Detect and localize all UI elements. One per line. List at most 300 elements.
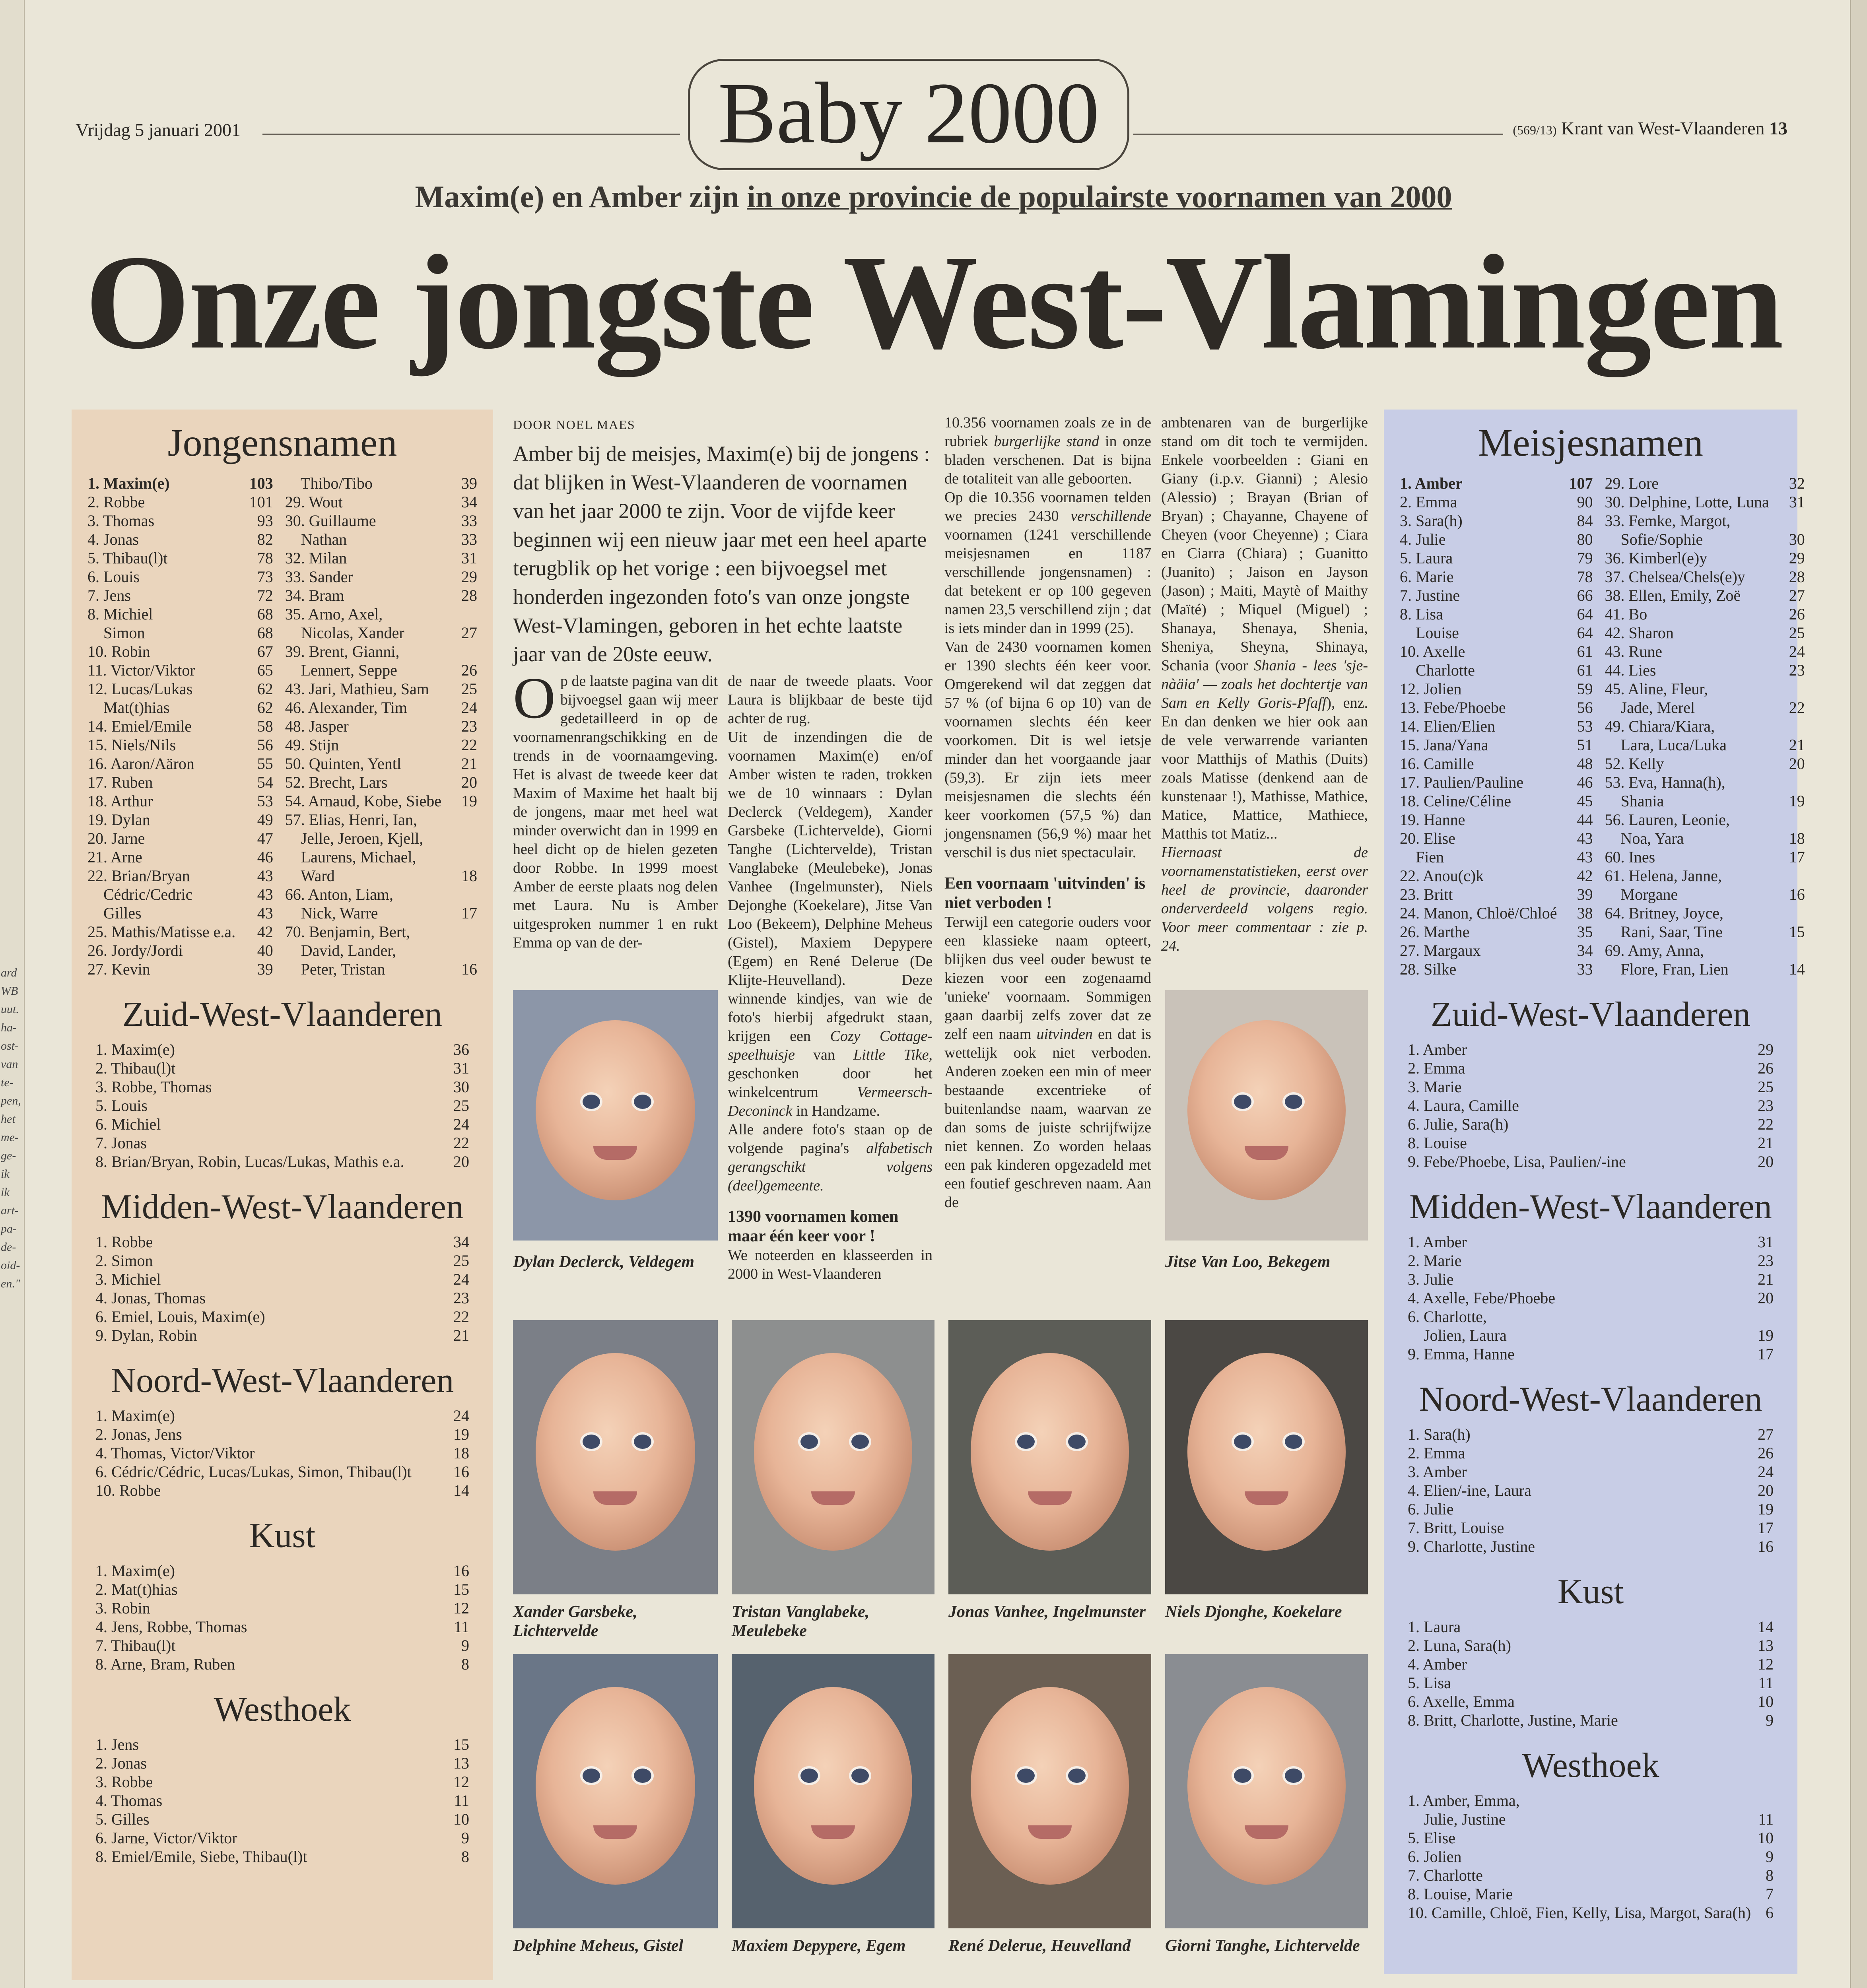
name-label: 36. Kimberl(e)y <box>1605 549 1708 567</box>
col2-p3 <box>728 1120 933 1195</box>
name-count: 48 <box>1577 755 1593 773</box>
name-count: 93 <box>257 512 273 530</box>
name-label: 4. Julie <box>1400 530 1446 548</box>
name-count: 40 <box>257 942 273 959</box>
name-label: 2. Emma <box>1400 493 1457 511</box>
region-title: Westhoek <box>214 1690 351 1729</box>
name-label: 32. Milan <box>285 549 347 567</box>
name-label: Simon <box>87 624 145 642</box>
name-rank-row <box>87 679 273 698</box>
name-count: 79 <box>1577 549 1593 567</box>
name-rank-row <box>1408 1444 1774 1462</box>
name-rank-row <box>95 1636 469 1655</box>
name-count: 21 <box>1758 1270 1774 1288</box>
name-rank-row <box>1400 474 1593 493</box>
name-label: 4. Jonas <box>87 530 139 548</box>
name-rank-row <box>87 829 273 848</box>
name-rank-row <box>1408 1636 1774 1655</box>
name-count <box>1769 511 1805 530</box>
name-label: Jade, Merel <box>1605 699 1695 716</box>
face-feature <box>1282 1766 1305 1785</box>
name-rank-row <box>95 1791 469 1810</box>
name-rank-row <box>87 904 273 922</box>
name-label: 4. Jonas, Thomas <box>95 1289 206 1307</box>
name-label: 64. Britney, Joyce, <box>1605 904 1723 922</box>
name-rank-row <box>1408 1251 1774 1270</box>
name-label: 3. Robbe, Thomas <box>95 1078 212 1096</box>
name-label: 8. Lisa <box>1400 605 1443 623</box>
name-label: 8. Louise, Marie <box>1408 1885 1513 1903</box>
name-count: 24 <box>1789 643 1805 660</box>
name-rank-row <box>87 717 273 736</box>
name-count: 26 <box>1789 605 1805 623</box>
name-count: 45 <box>1577 792 1593 810</box>
name-count: 21 <box>1758 1134 1774 1152</box>
name-count: 84 <box>1577 512 1593 530</box>
name-rank-row <box>95 1326 469 1345</box>
name-rank-row <box>285 679 477 698</box>
name-label: 30. Guillaume <box>285 512 376 530</box>
name-label: 66. Anton, Liam, <box>285 885 393 903</box>
name-label: 1. Laura <box>1408 1618 1461 1636</box>
name-count: 20 <box>453 1153 469 1171</box>
name-rank-row <box>1400 661 1593 679</box>
region-list <box>1384 1617 1797 1730</box>
name-count: 23 <box>1758 1097 1774 1114</box>
name-label: 7. Jonas <box>95 1134 147 1152</box>
name-rank-row <box>1408 1866 1774 1885</box>
edge-text-fragment: oid- <box>1 1259 20 1272</box>
name-rank-row <box>1400 922 1593 941</box>
name-count: 25 <box>1758 1078 1774 1096</box>
face-feature <box>1232 1092 1254 1111</box>
name-count: 25 <box>453 1097 469 1114</box>
baby-photo <box>1165 1654 1368 1928</box>
name-count: 23 <box>1758 1252 1774 1270</box>
region-title: Westhoek <box>1522 1746 1659 1785</box>
name-count <box>441 885 477 904</box>
name-rank-row <box>87 698 273 717</box>
name-rank-row <box>87 885 273 904</box>
name-label: 25. Mathis/Matisse e.a. <box>87 923 236 941</box>
name-rank-row <box>1408 1289 1774 1307</box>
name-count: 54 <box>257 773 273 791</box>
name-label: 17. Ruben <box>87 773 153 791</box>
name-rank-row <box>87 605 273 623</box>
name-rank-row <box>1408 1096 1774 1115</box>
name-count: 39 <box>1577 885 1593 903</box>
name-count: 25 <box>461 680 477 698</box>
name-rank-row <box>1400 866 1593 885</box>
edge-text-fragment: WB <box>1 984 18 998</box>
c3b: Op die 10.356 voornamen telden we precies 2430 <box>944 489 1151 524</box>
region-title: Midden-West-Vlaanderen <box>101 1188 464 1226</box>
article-col-2 <box>728 672 933 1283</box>
name-label: Louise <box>1400 624 1459 642</box>
c3a-end: in onze bladen verschenen. Dat is bijna de totaliteit van alle geboorten. <box>944 433 1151 487</box>
name-rank-row <box>1408 1655 1774 1673</box>
col2-p4: We noteerden en klasseerden in 2000 in West-Vlaanderen <box>728 1247 933 1282</box>
name-label: 61. Helena, Janne, <box>1605 867 1722 885</box>
name-rank-row <box>1605 661 1805 679</box>
name-label: 6. Julie, Sara(h) <box>1408 1115 1509 1133</box>
edge-text-fragment: van <box>1 1058 18 1071</box>
name-count: 20 <box>461 773 477 791</box>
name-count <box>1769 773 1805 792</box>
name-count: 9 <box>1766 1848 1774 1866</box>
baby-photo <box>513 1654 718 1928</box>
baby-photo <box>1165 1320 1368 1594</box>
name-rank-row <box>285 530 477 549</box>
name-label: 1. Maxim(e) <box>87 474 170 492</box>
name-label: 1. Amber <box>1408 1233 1467 1251</box>
name-count: 47 <box>257 829 273 847</box>
name-count: 22 <box>1758 1115 1774 1133</box>
name-count: 43 <box>1577 848 1593 866</box>
name-rank-row <box>95 1847 469 1866</box>
name-label: 49. Stijn <box>285 736 339 754</box>
c2b-end: , geschonken door het winkelcentrum <box>728 1046 933 1101</box>
name-count <box>1738 1791 1774 1810</box>
name-rank-row <box>1400 698 1593 717</box>
name-label: 2. Marie <box>1408 1252 1462 1270</box>
name-count: 90 <box>1577 493 1593 511</box>
c3b-it: verschillende <box>1070 508 1151 524</box>
face-feature <box>1282 1432 1305 1451</box>
name-rank-row <box>87 642 273 661</box>
name-count: 16 <box>453 1463 469 1481</box>
name-label: 2. Emma <box>1408 1444 1465 1462</box>
name-label: Thibo/Tibo <box>285 474 373 492</box>
name-rank-row <box>285 698 477 717</box>
region-list <box>1384 1791 1797 1922</box>
name-count: 19 <box>453 1425 469 1443</box>
name-label: 5. Laura <box>1400 549 1453 567</box>
name-count: 43 <box>257 885 273 903</box>
name-label: 3. Julie <box>1408 1270 1454 1288</box>
name-label: 15. Jana/Yana <box>1400 736 1488 754</box>
name-rank-row <box>1400 829 1593 848</box>
name-label: 7. Thibau(l)t <box>95 1637 176 1654</box>
name-count: 59 <box>1577 680 1593 698</box>
baby-face <box>1187 1020 1346 1201</box>
name-label: 4. Thomas <box>95 1792 163 1809</box>
name-count: 30 <box>453 1078 469 1096</box>
name-rank-row <box>285 941 477 960</box>
name-count: 7 <box>1766 1885 1774 1903</box>
name-label: 16. Camille <box>1400 755 1474 773</box>
name-label: 53. Eva, Hanna(h), <box>1605 773 1725 791</box>
name-label: 22. Anou(c)k <box>1400 867 1484 885</box>
name-rank-row <box>285 792 477 810</box>
region-title: Midden-West-Vlaanderen <box>1409 1188 1772 1226</box>
name-rank-row <box>285 810 477 829</box>
name-count <box>1769 810 1805 829</box>
name-rank-row <box>1408 1711 1774 1730</box>
name-label: 4. Amber <box>1408 1655 1467 1673</box>
name-count: 26 <box>461 661 477 679</box>
name-count <box>441 829 477 848</box>
name-count: 31 <box>453 1059 469 1077</box>
name-count: 65 <box>257 661 273 679</box>
name-label: 12. Jolien <box>1400 680 1462 698</box>
name-rank-row <box>1400 885 1593 904</box>
name-label: David, Lander, <box>285 942 396 959</box>
baby-photo <box>513 1320 718 1594</box>
name-label: 3. Thomas <box>87 512 155 530</box>
name-rank-row <box>95 1134 469 1152</box>
name-label: 7. Justine <box>1400 586 1460 604</box>
face-feature <box>849 1766 871 1785</box>
name-count: 46 <box>257 848 273 866</box>
boys-col-2 <box>285 474 477 978</box>
baby-face <box>536 1353 696 1551</box>
byline: DOOR NOEL MAES <box>513 417 635 432</box>
name-count <box>441 848 477 866</box>
name-rank-row <box>1408 1059 1774 1077</box>
name-rank-row <box>95 1580 469 1599</box>
girls-names-box <box>1384 410 1805 1974</box>
name-rank-row <box>95 1096 469 1115</box>
boys-col-1 <box>87 474 273 978</box>
name-count: 25 <box>453 1252 469 1270</box>
name-rank-row <box>87 549 273 567</box>
name-label: 3. Sara(h) <box>1400 512 1463 530</box>
name-rank-row <box>1400 717 1593 736</box>
name-label: 15. Niels/Nils <box>87 736 176 754</box>
col2-p2 <box>728 728 933 1120</box>
col4-p2: Hiernaast de voornamenstatistieken, eerst over heel de provincie, daaronder onderverdeeld volgens regio. Voor meer commentaar : zie p. 24. <box>1161 844 1368 954</box>
name-rank-row <box>1605 717 1805 736</box>
name-rank-row <box>95 1444 469 1462</box>
name-rank-row <box>87 960 273 978</box>
name-rank-row <box>87 530 273 549</box>
name-count: 34 <box>461 493 477 511</box>
name-count: 78 <box>1577 568 1593 586</box>
name-count: 33 <box>461 530 477 548</box>
name-rank-row <box>1408 1903 1774 1922</box>
name-rank-row <box>1408 1152 1774 1171</box>
col1-text: p de laatste pagina van dit bijvoegsel gaan wij meer gedetailleerd in op de voornamenrangschikking en de trends in de voornaamgeving. Het is alvast de tweede keer dat Maxim of Maxime het haalt bij de jongens, maar met heel wat minder overwicht dan in 1999 en heel dicht op de hielen gezeten door Robbe. In 1999 moest Amber de eerste plaats nog delen met Laura. Nu is Amber uitgesproken nummer 1 en rukt Emma op van de der- <box>513 673 718 951</box>
name-count: 16 <box>461 960 477 978</box>
name-rank-row <box>1605 941 1805 960</box>
region-title: Kust <box>249 1516 316 1555</box>
face-feature <box>1028 1491 1072 1505</box>
name-rank-row <box>285 623 477 642</box>
name-count: 29 <box>1758 1041 1774 1058</box>
region-list <box>1384 1425 1797 1556</box>
name-count: 10 <box>1758 1829 1774 1847</box>
name-count: 11 <box>454 1618 469 1636</box>
name-rank-row <box>1400 904 1593 922</box>
name-count <box>1769 941 1805 960</box>
edge-text-fragment: de- <box>1 1241 16 1254</box>
name-label: 43. Rune <box>1605 643 1662 660</box>
name-label: 29. Lore <box>1605 474 1659 492</box>
edge-text-fragment: art- <box>1 1204 19 1217</box>
name-label: 37. Chelsea/Chels(e)y <box>1605 568 1745 586</box>
name-count: 22 <box>453 1308 469 1326</box>
name-count <box>441 810 477 829</box>
name-count: 67 <box>257 643 273 660</box>
name-count: 58 <box>257 717 273 735</box>
name-label: 12. Lucas/Lukas <box>87 680 193 698</box>
name-label: 6. Julie <box>1408 1500 1454 1518</box>
name-count: 33 <box>461 512 477 530</box>
article-col-1 <box>513 666 718 952</box>
col3-p3: Van de 2430 voornamen komen er 1390 slechts één keer voor. Omgerekend wil dat zeggen dat 57 % (of bijna 6 op 10) van de voornamen slechts één keer voorkomen. Dit is wel ietsje minder dan het voorgaande jaar (59,3). Er zijn iets meer meisjesnamen die slechts één keer voorkomen (57,5 %) dan jongensnamen (56,9 %) maar het verschil is dus niet spectaculair. <box>944 639 1151 861</box>
name-label: 33. Femke, Margot, <box>1605 512 1731 530</box>
name-rank-row <box>285 586 477 605</box>
name-rank-row <box>87 754 273 773</box>
name-label: 27. Kevin <box>87 960 150 978</box>
name-count: 101 <box>249 493 273 511</box>
name-label: Morgane <box>1605 885 1678 903</box>
name-count: 21 <box>453 1326 469 1344</box>
name-rank-row <box>1605 960 1805 978</box>
name-rank-row <box>95 1655 469 1673</box>
photo-caption: Jitse Van Loo, Bekegem <box>1165 1253 1331 1271</box>
name-rank-row <box>285 960 477 978</box>
name-label: 5. Elise <box>1408 1829 1455 1847</box>
name-rank-row <box>95 1040 469 1059</box>
name-label: 6. Louis <box>87 568 140 586</box>
c2b-it2: Little Tike <box>853 1046 929 1063</box>
name-rank-row <box>1408 1481 1774 1500</box>
name-count: 53 <box>257 792 273 810</box>
name-label: 48. Jasper <box>285 717 349 735</box>
name-rank-row <box>285 829 477 848</box>
name-rank-row <box>1408 1847 1774 1866</box>
name-count: 82 <box>257 530 273 548</box>
name-label: 6. Michiel <box>95 1115 161 1133</box>
face-feature <box>1245 1491 1288 1505</box>
name-label: 4. Jens, Robbe, Thomas <box>95 1618 247 1636</box>
name-label: 6. Jolien <box>1408 1848 1462 1866</box>
name-rank-row <box>95 1152 469 1171</box>
name-rank-row <box>1400 679 1593 698</box>
name-label: Charlotte <box>1400 661 1475 679</box>
name-count: 24 <box>453 1407 469 1425</box>
name-rank-row <box>285 885 477 904</box>
name-label: 18. Celine/Céline <box>1400 792 1511 810</box>
name-rank-row <box>95 1735 469 1754</box>
name-rank-row <box>1408 1885 1774 1903</box>
name-count: 31 <box>1789 493 1805 511</box>
name-count: 27 <box>461 624 477 642</box>
name-count: 24 <box>1758 1463 1774 1481</box>
name-count: 49 <box>257 811 273 829</box>
name-label: 69. Amy, Anna, <box>1605 942 1704 959</box>
col3-p1 <box>944 414 1151 488</box>
c3a: 10.356 voornamen zoals ze in de rubriek <box>944 414 1151 450</box>
name-label: 8. Michiel <box>87 605 153 623</box>
name-rank-row <box>95 1462 469 1481</box>
name-rank-row <box>1408 1233 1774 1251</box>
name-label: 8. Britt, Charlotte, Justine, Marie <box>1408 1711 1618 1729</box>
name-label: 4. Laura, Camille <box>1408 1097 1519 1114</box>
name-count: 11 <box>454 1792 469 1809</box>
name-rank-row <box>87 474 273 493</box>
photo-caption: Giorni Tanghe, Lichtervelde <box>1165 1937 1360 1955</box>
name-label: Nicolas, Xander <box>285 624 404 642</box>
region-list <box>72 1735 493 1866</box>
name-label: Fien <box>1400 848 1444 866</box>
name-rank-row <box>95 1233 469 1251</box>
col2-p1: de naar de tweede plaats. Voor Laura is blijkbaar de beste tijd achter de rug. <box>728 673 933 727</box>
face-feature <box>631 1432 654 1451</box>
name-label: 3. Robin <box>95 1599 150 1617</box>
name-rank-row <box>87 511 273 530</box>
name-rank-row <box>87 922 273 941</box>
name-label: 4. Axelle, Febe/Phoebe <box>1408 1289 1556 1307</box>
baby-face <box>1187 1687 1346 1885</box>
region-list <box>1384 1040 1797 1171</box>
name-label: 3. Robbe <box>95 1773 153 1791</box>
name-count: 12 <box>453 1773 469 1791</box>
name-label: 24. Manon, Chloë/Chloé <box>1400 904 1557 922</box>
name-count: 29 <box>1789 549 1805 567</box>
name-rank-row <box>285 642 477 661</box>
name-rank-row <box>1605 642 1805 661</box>
name-rank-row <box>1400 960 1593 978</box>
c4a: ambtenaren van de burgerlijke stand om dit toch te vermijden. Enkele voorbeelden : Giani en Giany (i.p.v. Gianni) ; Alesio (Alessio) ; Brayan (Brian of Bryan) ; Chayanne, Chayene of Cheyen (voor Cheyenne) ; Ciara en Ciarra (Chiara) ; Guanitto (Juanito) ; Jaison en Jayson (Jason) ; Maiti, Maytè of Maithy (Maïté) ; Miquel (Miguel) ; Shanaya, Shenaya, Shenia, Sheniya, Sheyna, Shinaya, Schania (voor <box>1161 414 1368 674</box>
girls-ranking <box>1384 474 1805 978</box>
name-count: 28 <box>461 586 477 604</box>
name-rank-row <box>87 586 273 605</box>
name-label: 26. Jordy/Jordi <box>87 942 183 959</box>
name-label: 35. Arno, Axel, <box>285 605 383 623</box>
name-rank-row <box>87 792 273 810</box>
name-count: 24 <box>453 1270 469 1288</box>
name-label: 57. Elias, Henri, Ian, <box>285 811 417 829</box>
baby-face <box>754 1687 912 1885</box>
edge-text-fragment: ik <box>1 1167 10 1180</box>
name-label: Shania <box>1605 792 1664 810</box>
name-label: Lara, Luca/Luka <box>1605 736 1727 754</box>
face-feature <box>580 1766 602 1785</box>
region-list <box>72 1406 493 1500</box>
name-count: 43 <box>257 904 273 922</box>
name-rank-row <box>1605 866 1805 885</box>
name-label: 39. Brent, Gianni, <box>285 643 400 660</box>
name-rank-row <box>1605 698 1805 717</box>
edge-text-fragment: me- <box>1 1131 19 1144</box>
name-label: Noa, Yara <box>1605 829 1684 847</box>
article-intro: Amber bij de meisjes, Maxim(e) bij de jongens : dat blijken in West-Vlaanderen de voornamen van het jaar 2000 te zijn. Voor de vijfde keer beginnen wij een nieuw jaar met een heel aparte terugblik op het vorige : een bijvoegsel met honderden ingezonden foto's van onze jongste West-Vlamingen, geboren in het echte laatste jaar van de 20ste eeuw. <box>513 442 930 666</box>
face-feature <box>1232 1766 1254 1785</box>
name-label: 46. Alexander, Tim <box>285 699 408 716</box>
name-label: Rani, Saar, Tine <box>1605 923 1723 941</box>
face-feature <box>593 1825 637 1839</box>
name-rank-row <box>1408 1810 1774 1829</box>
name-rank-row <box>1605 679 1805 698</box>
name-label: 56. Lauren, Leonie, <box>1605 811 1730 829</box>
subheading-1390: 1390 voornamen komen maar één keer voor ! <box>728 1208 899 1245</box>
photo-caption: René Delerue, Heuvelland <box>948 1937 1131 1955</box>
name-label: 6. Jarne, Victor/Viktor <box>95 1829 237 1847</box>
region-title: Zuid-West-Vlaanderen <box>122 995 443 1034</box>
name-count: 17 <box>1789 848 1805 866</box>
name-rank-row <box>95 1307 469 1326</box>
name-count: 62 <box>257 680 273 698</box>
name-count: 9 <box>461 1829 469 1847</box>
name-count: 28 <box>1789 568 1805 586</box>
name-count: 13 <box>1758 1637 1774 1654</box>
name-label: 2. Jonas <box>95 1754 147 1772</box>
name-rank-row <box>1605 810 1805 829</box>
name-count: 43 <box>1577 829 1593 847</box>
